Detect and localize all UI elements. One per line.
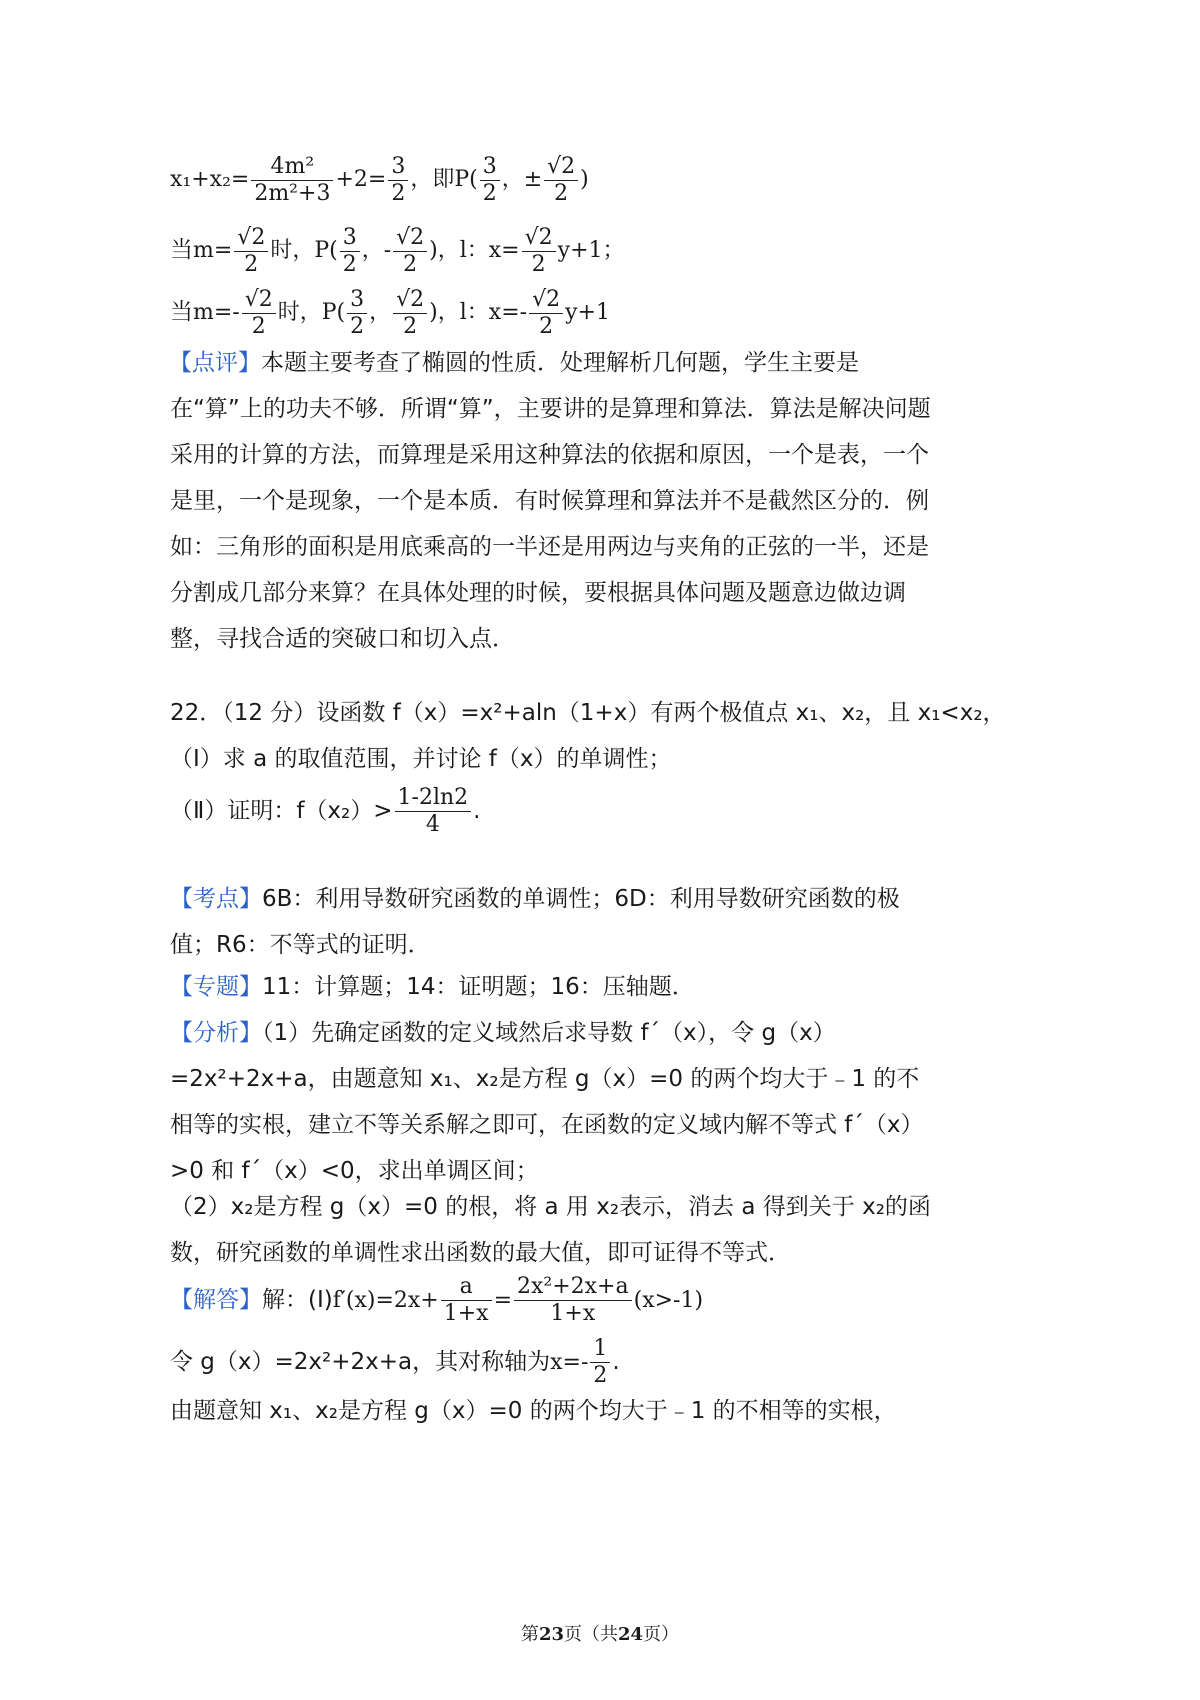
- math-text: 时，P(: [270, 238, 338, 263]
- jieda-math: f′(x)=2x+: [332, 1288, 439, 1313]
- fraction: $\frac{\text{4m²}}{\text{2m²+3}}$: [251, 154, 333, 207]
- math-text: ，即: [410, 167, 455, 192]
- fraction: $\frac{√2}{2}$: [522, 225, 556, 278]
- question-part1: [170, 744, 672, 774]
- question-part2: [170, 783, 480, 839]
- fraction: $\frac{√2}{2}$: [234, 225, 268, 278]
- page-total: 24: [618, 1624, 644, 1645]
- math-text: )，l：x=: [429, 238, 520, 263]
- comment-section: [170, 340, 940, 662]
- zhuanti-tag: 【专题】: [170, 974, 262, 1000]
- jieda-math: (x>-1): [633, 1288, 704, 1313]
- math-text: ，: [369, 300, 392, 325]
- fraction: $\frac{√2}{2}$: [242, 287, 276, 340]
- zhuanti-section: [170, 964, 940, 1010]
- fraction: $\frac{3}{2}$: [388, 154, 408, 207]
- fenxi-text: （1）先确定函数的定义域然后求导数 f´（x），令 g（x）=2x²+2x+a，由题意知 x₁、x₂是方程 g（x）=0 的两个均大于﹣1 的不相等的实根，建立不等关系解之即可，在函数的定义域内解不等式 f´（x）>0 和 f´（x）<0，求出单调区间；: [170, 1020, 924, 1184]
- fraction: $\frac{3}{2}$: [347, 287, 367, 340]
- jieda-tag: 【解答】: [170, 1287, 262, 1313]
- jieda-text: 解：(Ⅰ): [262, 1287, 333, 1313]
- math-text: ): [580, 167, 589, 192]
- math-line-case1: [170, 222, 625, 279]
- math-text: +2=: [335, 167, 387, 192]
- fenxi-section: [170, 1010, 940, 1194]
- math-text: ，±: [501, 167, 543, 192]
- fraction: $\frac{3}{2}$: [480, 154, 500, 207]
- page-number: 23: [538, 1624, 564, 1645]
- question-stem: [170, 698, 1006, 728]
- ling-text: 令 g（x）=2x²+2x+a，其对称轴为: [170, 1349, 551, 1375]
- jieda-math: =: [493, 1288, 512, 1313]
- math-text: m=-: [193, 300, 240, 325]
- jieda-line: [170, 1272, 703, 1329]
- fraction: $\frac{√2}{2}$: [544, 154, 578, 207]
- question-text: （Ⅰ）求 a 的取值范围，并讨论 f（x）的单调性；: [170, 746, 672, 772]
- math-line-sum: [170, 152, 589, 208]
- question-text: 22．（12 分）设函数 f（x）=x²+aln（1+x）有两个极值点 x₁、x₂，且 x₁<x₂，: [170, 700, 1006, 726]
- ling-text: .: [612, 1349, 620, 1375]
- fraction: $\frac{a}{1+x}$: [441, 1274, 492, 1327]
- kaodian-tag: 【考点】: [170, 886, 262, 912]
- math-text: 当: [170, 299, 193, 325]
- kaodian-section: [170, 876, 940, 968]
- comment-text: 本题主要考查了椭圆的性质．处理解析几何题，学生主要是在“算”上的功夫不够．所谓“算”，主要讲的是算理和算法．算法是解决问题采用的计算的方法，而算理是采用这种算法的依据和原因，一个是表，一个是里，一个是现象，一个是本质．有时候算理和算法并不是截然区分的．例如：三角形的面积是用底乘高的一半还是用两边与夹角的正弦的一半，还是分割成几部分来算？在具体处理的时候，要根据具体问题及题意边做边调整，寻找合适的突破口和切入点．: [170, 350, 931, 652]
- last-line: [170, 1396, 897, 1426]
- fenxi-text-2: （2）x₂是方程 g（x）=0 的根，将 a 用 x₂表示，消去 a 得到关于 x₂的函数，研究函数的单调性求出函数的最大值，即可证得不等式．: [170, 1194, 931, 1266]
- last-line-text: 由题意知 x₁、x₂是方程 g（x）=0 的两个均大于﹣1 的不相等的实根，: [170, 1398, 897, 1424]
- math-text: )，l：x=-: [429, 300, 528, 325]
- math-text: y+1；: [557, 238, 625, 263]
- fraction: $\frac{√2}{2}$: [393, 287, 427, 340]
- math-text: ，-: [361, 238, 392, 263]
- question-text: .: [473, 798, 481, 824]
- fraction: $\frac{\text{2x²+2x+a}}{1+x}$: [514, 1274, 632, 1327]
- math-text: m=: [193, 238, 233, 263]
- fraction: $\frac{1}{2}$: [590, 1336, 610, 1389]
- math-text: 当: [170, 237, 193, 263]
- math-text: y+1: [565, 300, 610, 325]
- math-line-case2: [170, 284, 610, 341]
- question-text: （Ⅱ）证明：f（x₂）>: [170, 798, 393, 824]
- math-text: P(: [454, 167, 478, 192]
- math-text: 时，P(: [277, 300, 346, 325]
- comment-tag: 【点评】: [169, 350, 261, 376]
- zhuanti-text: 11：计算题；14：证明题；16：压轴题．: [262, 974, 695, 1000]
- fraction: $\frac{√2}{2}$: [393, 225, 427, 278]
- page-footer: 第23页（共24页）: [520, 1624, 680, 1645]
- fenxi-tag: 【分析】: [170, 1020, 262, 1046]
- kaodian-text: 6B：利用导数研究函数的单调性；6D：利用导数研究函数的极值；R6：不等式的证明．: [170, 886, 900, 958]
- fraction: $\frac{√2}{2}$: [529, 287, 563, 340]
- fenxi-section-2: [170, 1184, 940, 1276]
- fraction: $\frac{3}{2}$: [340, 225, 360, 278]
- fraction: $\frac{1-2\ln 2}{4}$: [395, 785, 472, 838]
- ling-math: x=-: [550, 1350, 589, 1375]
- ling-line: [170, 1334, 620, 1391]
- math-text: x₁+x₂=: [170, 167, 250, 192]
